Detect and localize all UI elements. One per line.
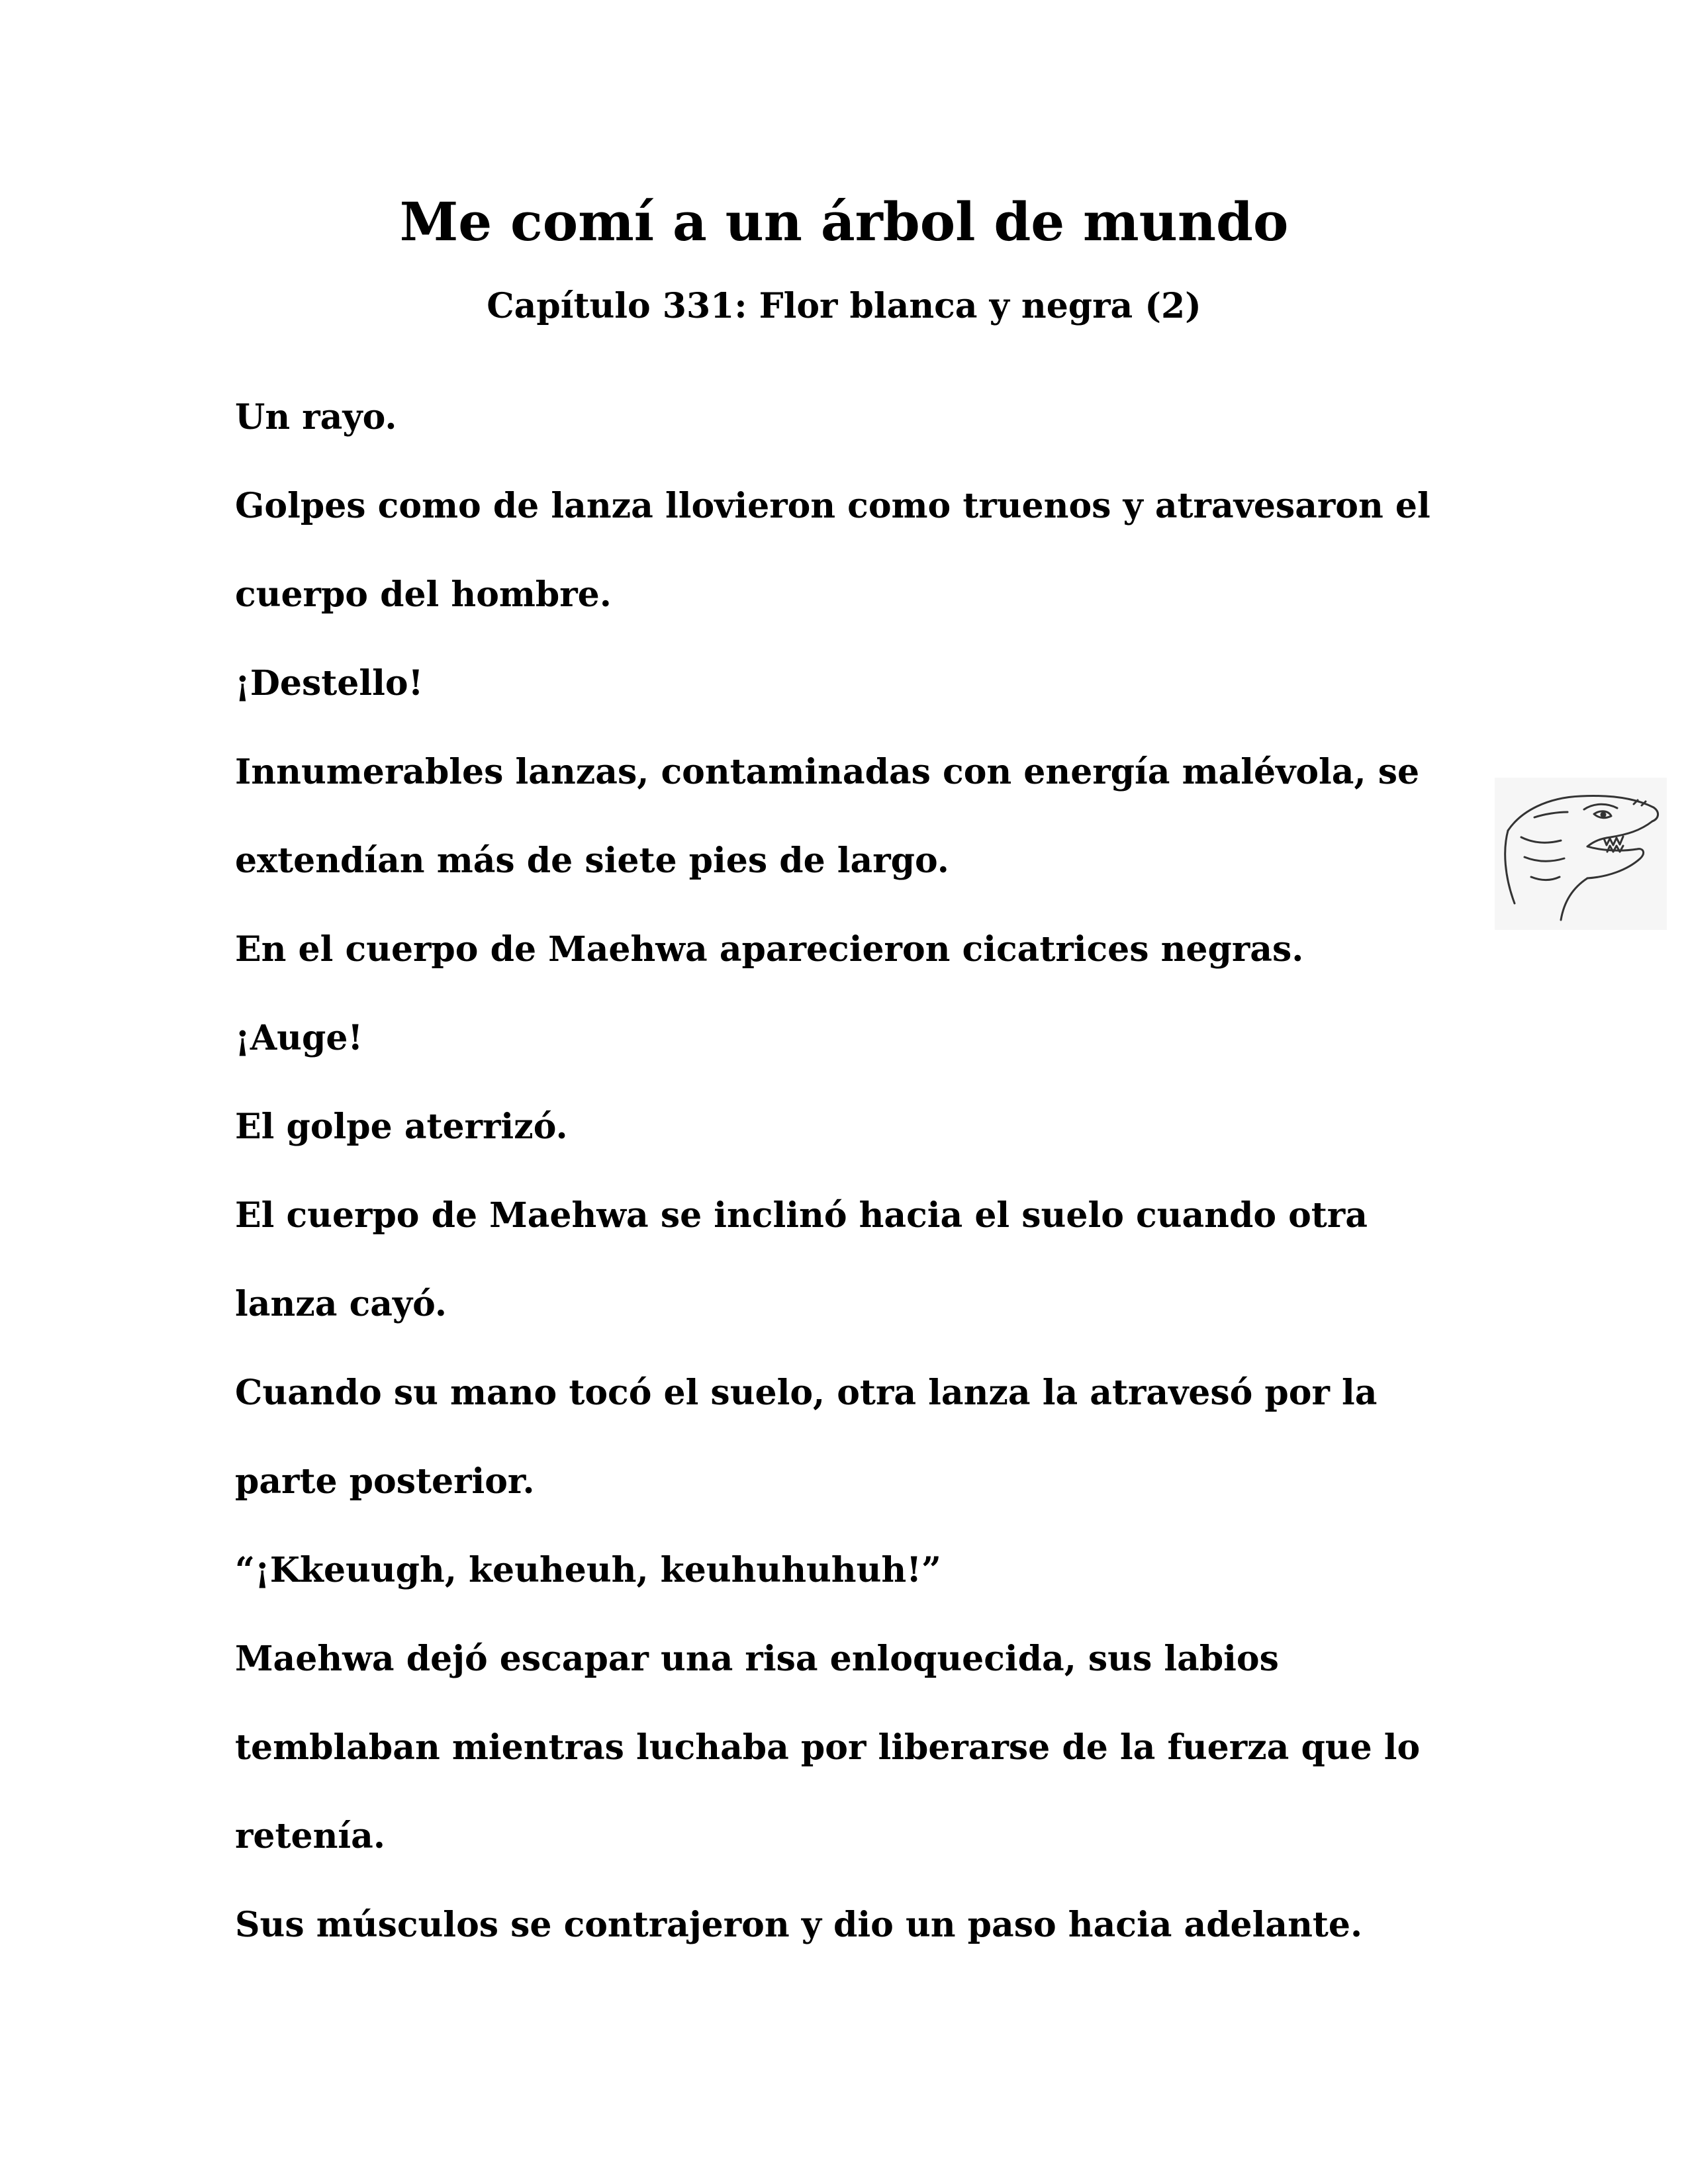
text-line: El golpe aterrizó.: [235, 1107, 568, 1147]
text-line: Un rayo.: [235, 397, 397, 437]
text-line: lanza cayó.: [235, 1284, 447, 1324]
chapter-body: [235, 388, 1493, 1984]
text-line: Cuando su mano tocó el suelo, otra lanza la atravesó por la: [235, 1373, 1378, 1413]
text-line: Golpes como de lanza llovieron como truenos y atravesaron el: [235, 486, 1430, 526]
dinosaur-head-sketch-icon: [1495, 778, 1667, 930]
text-line: parte posterior.: [235, 1461, 535, 1502]
text-line: Sus músculos se contrajeron y dio un paso hacia adelante.: [235, 1905, 1363, 1945]
text-line: extendían más de siete pies de largo.: [235, 841, 949, 881]
text-line: Maehwa dejó escapar una risa enloquecida, sus labios: [235, 1639, 1279, 1679]
document-title: Me comí a un árbol de mundo: [399, 191, 1289, 253]
text-line: El cuerpo de Maehwa se inclinó hacia el suelo cuando otra: [235, 1195, 1368, 1236]
text-line: ¡Destello!: [235, 663, 424, 704]
text-line: “¡Kkeuugh, keuheuh, keuhuhuhuh!”: [235, 1550, 941, 1590]
text-line: retenía.: [235, 1816, 385, 1856]
chapter-heading: Capítulo 331: Flor blanca y negra (2): [487, 286, 1201, 326]
text-line: temblaban mientras luchaba por liberarse de la fuerza que lo: [235, 1727, 1421, 1768]
text-line: ¡Auge!: [235, 1018, 363, 1058]
text-line: Innumerables lanzas, contaminadas con energía malévola, se: [235, 752, 1420, 792]
text-line: En el cuerpo de Maehwa aparecieron cicatrices negras.: [235, 929, 1304, 970]
text-line: cuerpo del hombre.: [235, 574, 612, 615]
